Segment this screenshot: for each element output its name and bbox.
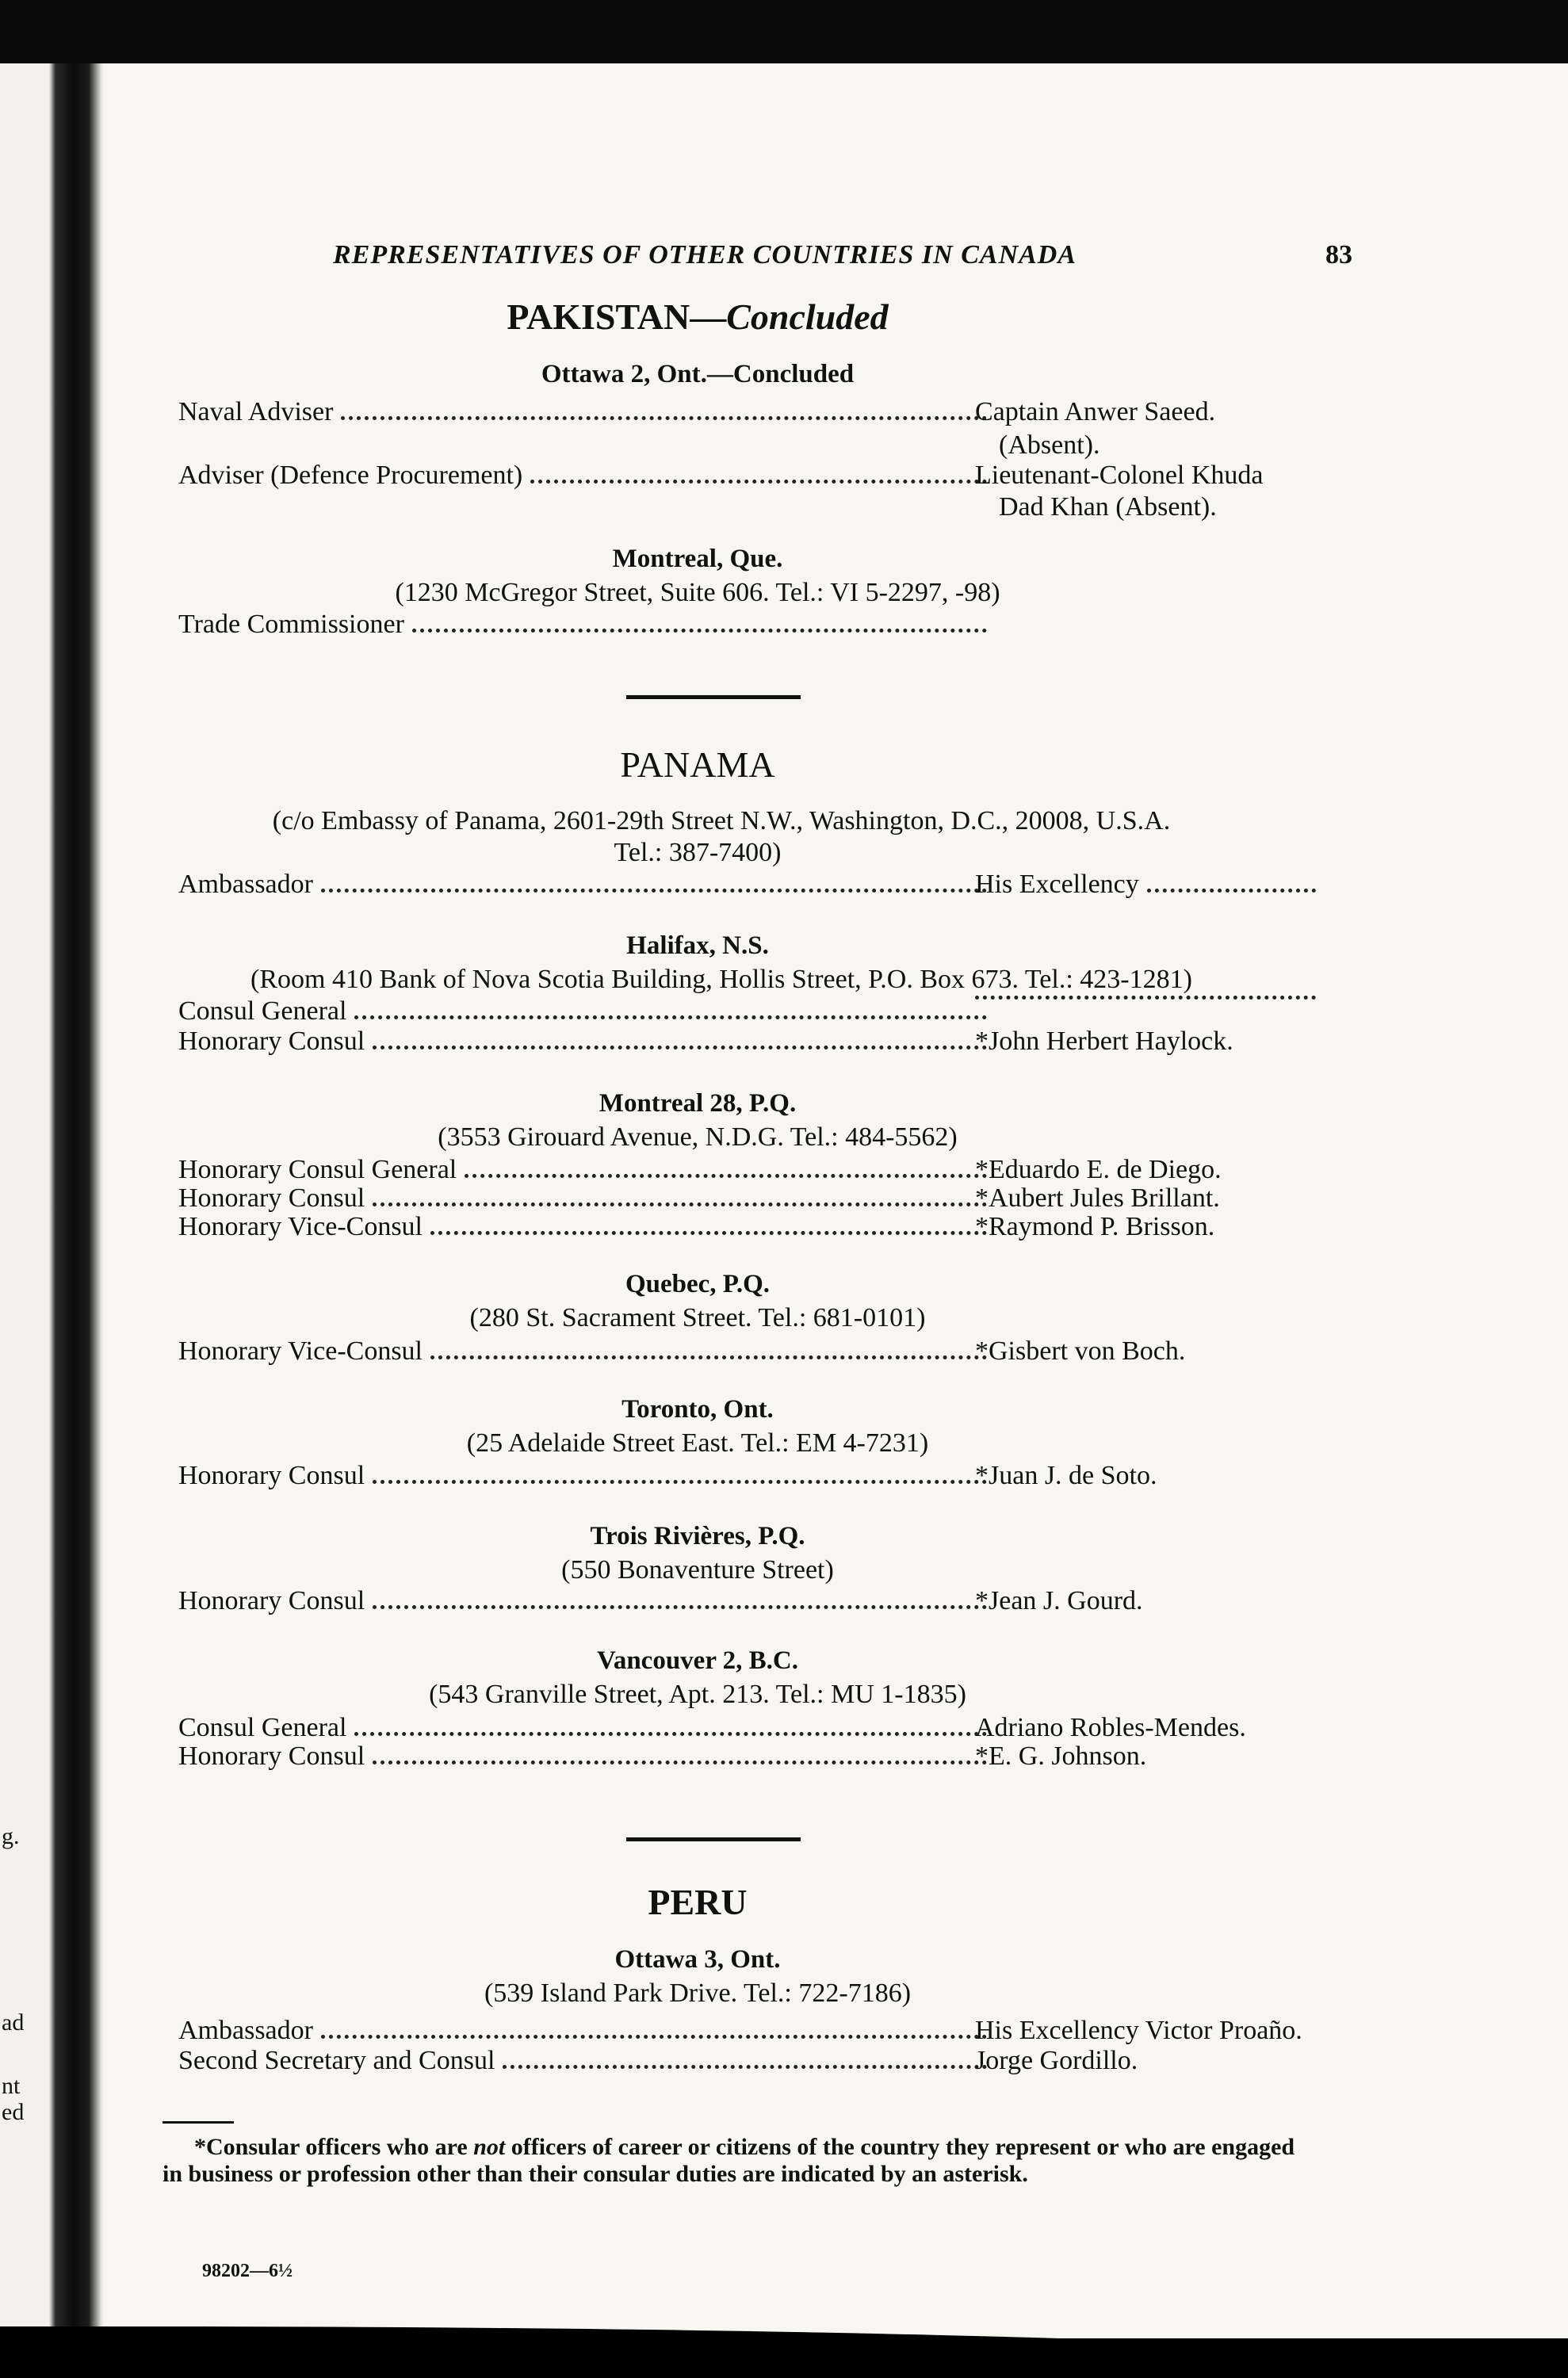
listing-row xyxy=(178,1712,987,1744)
position-title: Trade Commissioner xyxy=(178,610,404,639)
listing-row xyxy=(178,869,987,900)
listing-row xyxy=(178,1154,987,1186)
representative-name: *John Herbert Haylock. xyxy=(975,1027,1233,1056)
position-title: Honorary Vice-Consul xyxy=(178,1336,423,1366)
listing-row xyxy=(178,460,987,491)
address-line: (3553 Girouard Avenue, N.D.G. Tel.: 484-5562) xyxy=(438,1122,958,1152)
listing-row xyxy=(975,869,1316,900)
position-title: Ambassador xyxy=(178,2016,313,2045)
footnote xyxy=(163,2134,1312,2188)
footnote-text: *Consular officers who are xyxy=(194,2134,474,2160)
representative-name: *Juan J. de Soto. xyxy=(975,1461,1157,1490)
city-heading: Montreal, Que. xyxy=(612,545,783,573)
representative-name: (Absent). xyxy=(999,430,1100,460)
representative-name: His Excellency xyxy=(975,870,1139,899)
representative-name: Dad Khan (Absent). xyxy=(999,492,1217,522)
dot-leader xyxy=(373,1026,987,1049)
representative-name: *Aubert Jules Brillant. xyxy=(975,1183,1220,1213)
country-name: PAKISTAN— xyxy=(507,296,727,337)
address-line: (25 Adelaide Street East. Tel.: EM 4-7231) xyxy=(466,1428,929,1458)
city-heading: Halifax, N.S. xyxy=(626,931,769,960)
position-title: Consul General xyxy=(178,1713,347,1742)
representative-name: His Excellency Victor Proaño. xyxy=(975,2016,1302,2045)
listing-row xyxy=(178,996,987,1027)
address-line: (1230 McGregor Street, Suite 606. Tel.: VI 5-2297, -98) xyxy=(395,578,1000,607)
spine-text-fragment: ad xyxy=(2,2009,25,2036)
city-heading: Toronto, Ont. xyxy=(621,1395,774,1424)
dot-leader xyxy=(373,1585,987,1609)
position-title: Consul General xyxy=(178,996,347,1026)
country-suffix: Concluded xyxy=(726,296,889,337)
scan-top-border xyxy=(0,0,1568,63)
position-title: Honorary Consul xyxy=(178,1741,365,1771)
city-heading: Vancouver 2, B.C. xyxy=(597,1646,798,1675)
address-line: (c/o Embassy of Panama, 2601-29th Street N.W., Washington, D.C., 20008, U.S.A. xyxy=(272,806,1171,835)
position-title: Honorary Consul xyxy=(178,1027,365,1056)
print-code: 98202—6½ xyxy=(202,2261,293,2281)
listing-row xyxy=(178,1741,987,1772)
position-title: Adviser (Defence Procurement) xyxy=(178,461,523,490)
representative-name: *E. G. Johnson. xyxy=(975,1741,1147,1771)
listing-row xyxy=(178,609,987,640)
city-heading: Ottawa 2, Ont.—Concluded xyxy=(541,360,855,388)
dot-leader xyxy=(321,2015,987,2039)
dot-leader xyxy=(465,1154,987,1178)
dot-leader xyxy=(373,1460,987,1484)
representative-name: *Gisbert von Boch. xyxy=(975,1336,1186,1366)
city-heading: Ottawa 3, Ont. xyxy=(614,1945,781,1974)
address-line: (539 Island Park Drive. Tel.: 722-7186) xyxy=(484,1978,912,2008)
dot-leader xyxy=(430,1211,987,1235)
listing-row xyxy=(178,2045,987,2077)
address-line: (Room 410 Bank of Nova Scotia Building, Hollis Street, P.O. Box 673. Tel.: 423-1281) xyxy=(250,965,1192,994)
dot-leader xyxy=(373,1183,987,1206)
position-title: Honorary Consul xyxy=(178,1461,365,1490)
city-heading: Quebec, P.Q. xyxy=(625,1270,771,1298)
spine-text-fragment: g. xyxy=(2,1823,20,1849)
listing-row xyxy=(178,1026,987,1057)
representative-name: Captain Anwer Saeed. xyxy=(975,397,1216,426)
listing-row xyxy=(178,1183,987,1214)
position-title: Second Secretary and Consul xyxy=(178,2046,495,2075)
position-title: Ambassador xyxy=(178,870,313,899)
position-title: Naval Adviser xyxy=(178,397,334,426)
country-heading-pakistan xyxy=(103,296,1292,337)
listing-row xyxy=(178,1211,987,1243)
representative-name: Adriano Robles-Mendes. xyxy=(975,1713,1246,1742)
listing-row xyxy=(975,996,1316,1007)
dot-leader xyxy=(373,1741,987,1764)
city-heading: Montreal 28, P.Q. xyxy=(599,1089,797,1118)
listing-row xyxy=(178,396,987,428)
address-line: (280 St. Sacrament Street. Tel.: 681-0101) xyxy=(469,1303,926,1332)
footnote-text: officers of career or citizens of the country they represent or who are engaged in business or profession other than their consular duties are indicated by an asterisk. xyxy=(163,2134,1295,2187)
dot-leader xyxy=(503,2045,987,2069)
city-heading: Trois Rivières, P.Q. xyxy=(590,1522,805,1550)
address-line: Tel.: 387-7400) xyxy=(614,838,782,867)
position-title: Honorary Vice-Consul xyxy=(178,1212,423,1241)
representative-name: Lieutenant-Colonel Khuda xyxy=(975,461,1264,490)
dot-leader xyxy=(321,869,987,893)
position-title: Honorary Consul General xyxy=(178,1155,457,1184)
dot-leader xyxy=(354,996,987,1019)
listing-row xyxy=(178,1460,987,1492)
dot-leader xyxy=(975,996,1316,1000)
position-title: Honorary Consul xyxy=(178,1183,365,1213)
running-head: REPRESENTATIVES OF OTHER COUNTRIES IN CANADA xyxy=(333,240,1077,270)
footnote-emphasis: not xyxy=(473,2134,506,2160)
representative-name: *Eduardo E. de Diego. xyxy=(975,1155,1222,1184)
document-page xyxy=(103,63,1568,2338)
address-line: (543 Granville Street, Apt. 213. Tel.: MU 1-1835) xyxy=(429,1680,966,1709)
dot-leader xyxy=(1147,869,1316,893)
spine-text-fragment: ed xyxy=(2,2099,25,2125)
dot-leader xyxy=(412,609,987,633)
section-divider xyxy=(626,1837,801,1841)
dot-leader xyxy=(341,396,987,420)
listing-row xyxy=(178,1585,987,1617)
position-title: Honorary Consul xyxy=(178,1586,365,1615)
spine-text-fragment: nt xyxy=(2,2073,21,2099)
representative-name: *Jean J. Gourd. xyxy=(975,1586,1143,1615)
section-divider xyxy=(626,695,801,699)
country-heading-panama: PANAMA xyxy=(620,744,775,785)
listing-row xyxy=(178,2015,987,2047)
dot-leader xyxy=(354,1712,987,1736)
address-line: (550 Bonaventure Street) xyxy=(561,1555,834,1585)
page-number: 83 xyxy=(1325,240,1352,270)
book-spine xyxy=(0,63,103,2378)
footnote-rule xyxy=(163,2121,234,2124)
dot-leader xyxy=(530,460,987,484)
representative-name: Jorge Gordillo. xyxy=(975,2046,1138,2075)
representative-name: *Raymond P. Brisson. xyxy=(975,1212,1215,1241)
country-heading-peru: PERU xyxy=(648,1882,748,1922)
listing-row xyxy=(178,1336,987,1367)
dot-leader xyxy=(430,1336,987,1359)
